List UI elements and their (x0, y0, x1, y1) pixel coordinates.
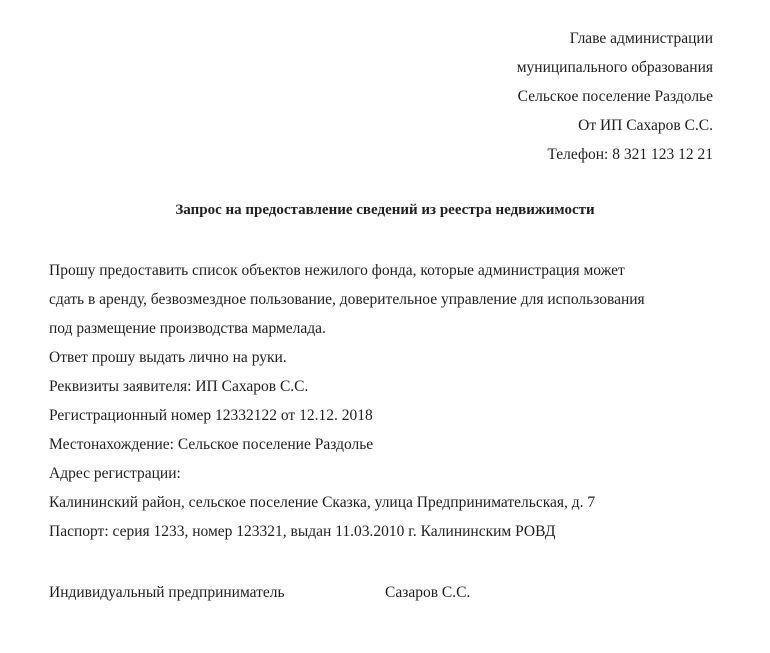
phone-line: Телефон: 8 321 123 12 21 (547, 146, 713, 163)
body-line: Ответ прошу выдать лично на руки. (49, 349, 287, 366)
registration-address-label: Адрес регистрации: (49, 465, 181, 482)
body-line: сдать в аренду, безвозмездное пользование, доверительное управление для использования (49, 291, 645, 308)
signature-role: Индивидуальный предприниматель (49, 584, 285, 601)
addressee-line: Главе администрации (569, 30, 713, 47)
passport-line: Паспорт: серия 1233, номер 123321, выдан 11.03.2010 г. Калининским РОВД (49, 523, 556, 540)
body-line: под размещение производства мармелада. (49, 320, 326, 337)
addressee-block (517, 24, 713, 169)
addressee-line: муниципального образования (516, 59, 713, 76)
sender-line: От ИП Сахаров С.С. (578, 117, 713, 134)
applicant-details-line: Реквизиты заявителя: ИП Сахаров С.С. (49, 378, 309, 395)
body-line: Прошу предоставить список объектов нежилого фонда, которые администрация может (49, 262, 625, 279)
addressee-line: Сельское поселение Раздолье (517, 88, 713, 105)
location-line: Местонахождение: Сельское поселение Раздолье (49, 436, 374, 453)
document-body (49, 256, 645, 546)
signature-name: Сазаров С.С. (385, 584, 471, 601)
registration-number-line: Регистрационный номер 12332122 от 12.12. 2018 (49, 407, 373, 424)
registration-address-line: Калининский район, сельское поселение Сказка, улица Предпринимательская, д. 7 (49, 494, 596, 511)
document-title: Запрос на предоставление сведений из реестра недвижимости (175, 202, 595, 218)
